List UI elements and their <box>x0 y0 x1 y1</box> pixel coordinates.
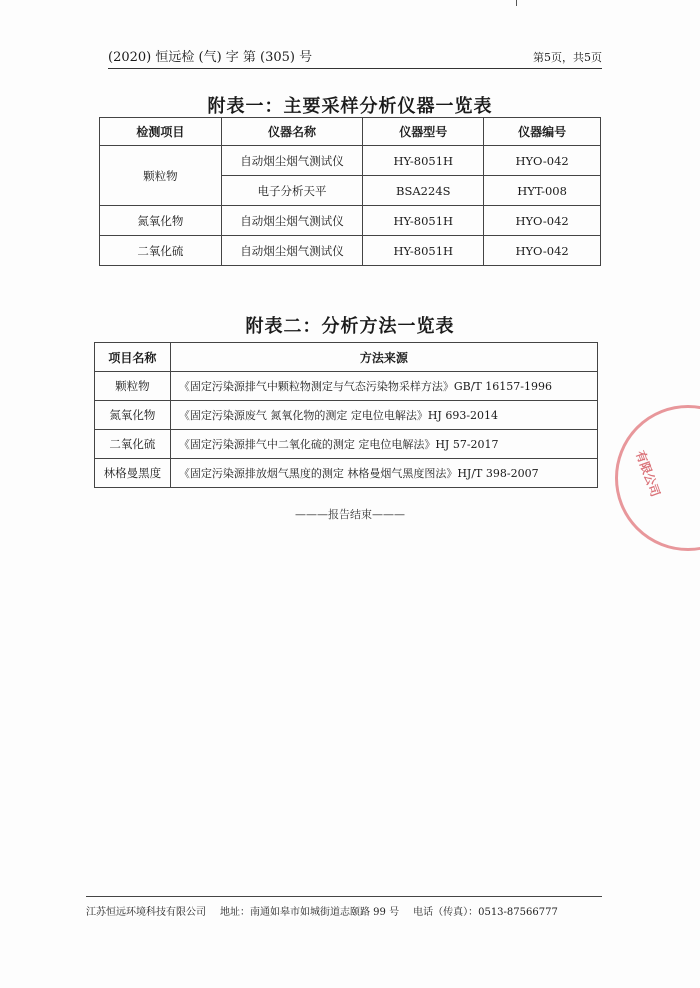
seal-text: 有限公司 <box>632 448 663 499</box>
footer-company: 江苏恒远环境科技有限公司 <box>86 907 206 918</box>
instrument-model-cell: HY-8051H <box>363 236 484 266</box>
item-cell: 颗粒物 <box>100 146 222 206</box>
page-indicator: 第5页，共5页 <box>533 51 602 64</box>
table1-title: 附表一：主要采样分析仪器一览表 <box>207 96 493 117</box>
table-row <box>100 236 601 266</box>
instrument-id-cell: HYO-042 <box>484 236 601 266</box>
report-end-marker: ———报告结束——— <box>295 508 405 521</box>
table-row <box>100 146 601 176</box>
table-row <box>95 459 598 488</box>
table-row <box>95 430 598 459</box>
report-header <box>108 46 602 69</box>
instrument-name-cell: 自动烟尘烟气测试仪 <box>221 206 363 236</box>
table-row <box>95 401 598 430</box>
column-header: 检测项目 <box>100 118 222 146</box>
method-cell: 《固定污染源排放烟气黑度的测定 林格曼烟气黑度图法》HJ/T 398-2007 <box>170 459 597 488</box>
instrument-table <box>99 117 601 266</box>
instrument-name-cell: 自动烟尘烟气测试仪 <box>221 236 363 266</box>
instrument-model-cell: HY-8051H <box>363 206 484 236</box>
instrument-id-cell: HYO-042 <box>484 206 601 236</box>
instrument-model-cell: BSA224S <box>363 176 484 206</box>
item-cell: 氮氧化物 <box>95 401 171 430</box>
column-header: 仪器型号 <box>363 118 484 146</box>
column-header: 仪器名称 <box>221 118 363 146</box>
instrument-name-cell: 电子分析天平 <box>221 176 363 206</box>
instrument-id-cell: HYT-008 <box>484 176 601 206</box>
item-cell: 二氧化硫 <box>100 236 222 266</box>
instrument-id-cell: HYO-042 <box>484 146 601 176</box>
footer-phone: 电话（传真）：0513-87566777 <box>413 907 558 918</box>
table-header-row <box>95 343 598 372</box>
method-cell: 《固定污染源排气中二氧化硫的测定 定电位电解法》HJ 57-2017 <box>170 430 597 459</box>
item-cell: 颗粒物 <box>95 372 171 401</box>
item-cell: 二氧化硫 <box>95 430 171 459</box>
column-header: 仪器编号 <box>484 118 601 146</box>
column-header: 项目名称 <box>95 343 171 372</box>
method-table <box>94 342 598 488</box>
item-cell: 氮氧化物 <box>100 206 222 236</box>
column-header: 方法来源 <box>170 343 597 372</box>
table2-title: 附表二：分析方法一览表 <box>245 316 455 337</box>
table-header-row <box>100 118 601 146</box>
item-cell: 林格曼黑度 <box>95 459 171 488</box>
report-reference-number: (2020) 恒远检 (气) 字 第 (305) 号 <box>108 50 313 65</box>
footer-address: 地址：南通如皋市如城街道志颐路 99 号 <box>220 907 400 918</box>
table-row <box>100 206 601 236</box>
instrument-name-cell: 自动烟尘烟气测试仪 <box>221 146 363 176</box>
table-row <box>95 372 598 401</box>
method-cell: 《固定污染源排气中颗粒物测定与气态污染物采样方法》GB/T 16157-1996 <box>170 372 597 401</box>
instrument-model-cell: HY-8051H <box>363 146 484 176</box>
scan-mark <box>516 0 517 6</box>
page-footer <box>86 896 602 918</box>
method-cell: 《固定污染源废气 氮氧化物的测定 定电位电解法》HJ 693-2014 <box>170 401 597 430</box>
